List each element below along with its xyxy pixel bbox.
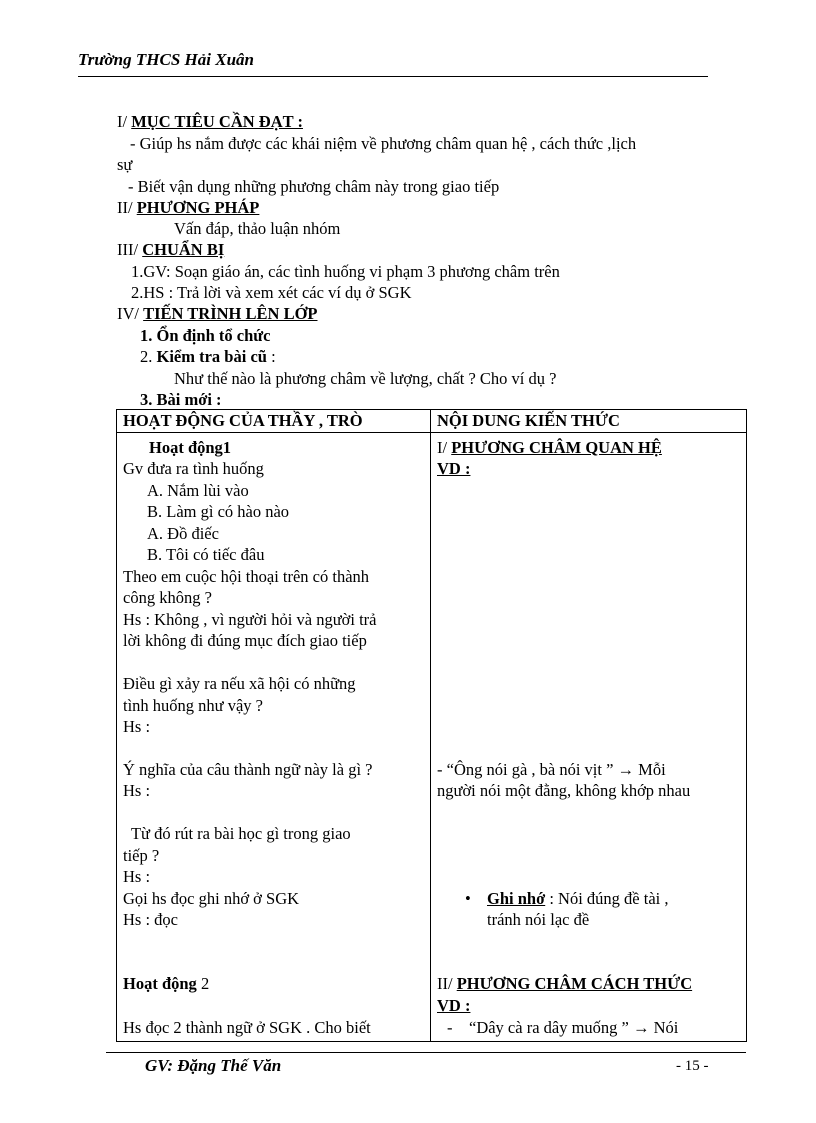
header-rule [78, 76, 708, 77]
activity-2-number: 2 [196, 974, 210, 993]
section-title: PHƯƠNG CHÂM QUAN HỆ [451, 438, 662, 457]
prep-gv: 1.GV: Soạn giáo án, các tình huống vi phạm 3 phương châm trên [131, 262, 560, 281]
left-line: Hs : [123, 781, 151, 800]
method-body: Vấn đáp, thảo luận nhóm [174, 219, 341, 238]
left-line: Hs : Không , vì người hỏi và người trả [123, 610, 377, 629]
left-line: công không ? [123, 588, 212, 607]
prep-hs: 2.HS : Trả lời và xem xét các ví dụ ở SGK [131, 283, 412, 302]
left-line: Điều gì xảy ra nếu xã hội có những [123, 674, 356, 693]
section-number: IV/ [117, 304, 144, 323]
left-line: tình huống như vậy ? [123, 696, 264, 715]
objective-line: - Biết vận dụng những phương châm này trong giao tiếp [128, 177, 500, 196]
footer-rule [106, 1052, 746, 1053]
activity-2-title [123, 973, 209, 995]
section-objectives-heading [117, 112, 303, 132]
step-colon: : [266, 347, 276, 366]
example-1-line: - “Ông nói gà , bà nói vịt ” → Mỗi [437, 760, 666, 779]
left-line: lời không đi đúng mục đích giao tiếp [123, 631, 367, 650]
process-step-2-question: Như thế nào là phương châm về lượng, chất ? Cho ví dụ ? [174, 369, 557, 388]
memo-label: Ghi nhớ [487, 889, 546, 908]
page-header-school: Trường THCS Hải Xuân [78, 50, 254, 69]
table-cell-right [431, 433, 747, 1042]
footer-page-number: - 15 - [676, 1058, 709, 1074]
table-cell-left [117, 433, 431, 1042]
left-line: tiếp ? [123, 846, 160, 865]
footer-teacher: GV: Đặng Thế Văn [145, 1056, 282, 1075]
process-step-3: 3. Bài mới : [140, 390, 222, 409]
left-line: Hs : [123, 867, 151, 886]
step-number: 2. [140, 347, 157, 366]
table-header-right: NỘI DUNG KIẾN THỨC [431, 410, 747, 433]
left-line: A. Nắm lùi vào [147, 481, 249, 500]
left-line: Hs đọc 2 thành ngữ ở SGK . Cho biết [123, 1018, 371, 1037]
section-number: III/ [117, 240, 143, 259]
process-step-2 [140, 347, 276, 367]
left-line: Hs : [123, 717, 151, 736]
right-section-1-vd: VD : [437, 459, 471, 478]
process-step-1: 1. Ổn định tổ chức [140, 326, 271, 345]
left-line: Theo em cuộc hội thoại trên có thành [123, 567, 370, 586]
right-section-2-vd: VD : [437, 996, 471, 1015]
section-title: CHUẨN BỊ [142, 240, 225, 259]
section-title: PHƯƠNG PHÁP [136, 198, 260, 217]
left-line: Gv đưa ra tình huống [123, 459, 264, 478]
memo-text-2: tránh nói lạc đề [487, 910, 590, 929]
section-number: I/ [437, 438, 452, 457]
objective-line: - Giúp hs nắm được các khái niệm về phương châm quan hệ , cách thức ,lịch [130, 134, 637, 153]
left-line: Gọi hs đọc ghi nhớ ở SGK [123, 889, 300, 908]
table-body-row [117, 433, 747, 1042]
section-title: TIẾN TRÌNH LÊN LỚP [143, 304, 318, 323]
section-title: MỤC TIÊU CẦN ĐẠT : [131, 112, 303, 131]
table-header-row [117, 410, 747, 433]
section-number: II/ [437, 974, 457, 993]
step-title: Kiểm tra bài cũ [156, 347, 267, 366]
section-prep-heading [117, 240, 224, 260]
example-1-line: người nói một đằng, không khớp nhau [437, 781, 691, 800]
left-line: A. Đồ điếc [147, 524, 219, 543]
objective-line-wrap: sự [117, 155, 133, 174]
right-section-1-heading [437, 437, 662, 459]
memo-text: : Nói đúng đề tài , [545, 889, 669, 908]
section-process-heading [117, 304, 318, 324]
left-line: Ý nghĩa của câu thành ngữ này là gì ? [123, 760, 373, 779]
memo-item [487, 888, 669, 910]
right-section-2-heading [437, 973, 692, 995]
section-number: II/ [117, 198, 137, 217]
left-line: B. Làm gì có hào nào [147, 502, 290, 521]
left-line: B. Tôi có tiếc đâu [147, 545, 265, 564]
left-line: Từ đó rút ra bài học gì trong giao [123, 824, 351, 843]
activity-2-label: Hoạt động [123, 974, 197, 993]
lesson-table [116, 409, 747, 1042]
section-title: PHƯƠNG CHÂM CÁCH THỨC [456, 974, 693, 993]
section-method-heading [117, 198, 259, 218]
section-number: I/ [117, 112, 132, 131]
example-2-line: - “Dây cà ra dây muống ” → Nói [447, 1018, 679, 1037]
activity-1-title: Hoạt động1 [149, 438, 232, 457]
left-line: Hs : đọc [123, 910, 178, 929]
table-header-left: HOẠT ĐỘNG CỦA THẦY , TRÒ [117, 410, 431, 433]
